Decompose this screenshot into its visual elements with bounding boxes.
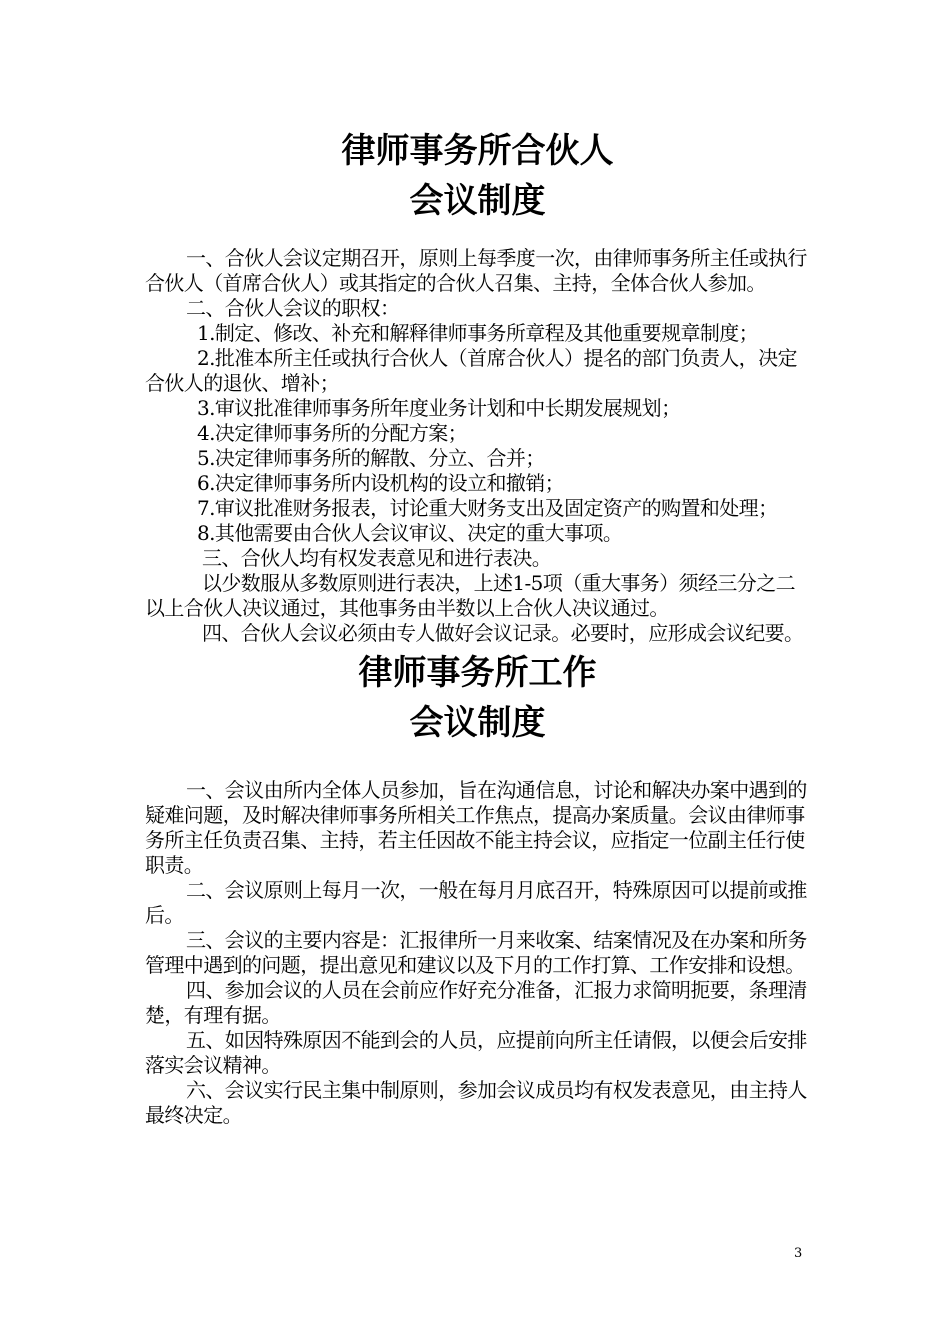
section2-paragraph: 四、参加会议的人员在会前应作好充分准备，汇报力求简明扼要，条理清楚，有理有据。 xyxy=(145,978,807,1027)
section1-paragraph: 以少数服从多数原则进行表决，上述1-5项（重大事务）须经三分之二以上合伙人决议通过，其他事务由半数以上合伙人决议通过。 xyxy=(145,571,796,620)
section2-paragraph: 一、会议由所内全体人员参加，旨在沟通信息，讨论和解决办案中遇到的疑难问题，及时解决律师事务所相关工作焦点，提高办案质量。会议由律师事务所主任负责召集、主持，若主任因故不能主持会议，应指定一位副主任行使职责。 xyxy=(145,778,807,877)
section1-paragraph: 三、合伙人均有权发表意见和进行表决。 xyxy=(202,546,552,570)
section1-paragraph: 一、合伙人会议定期召开，原则上每季度一次，由律师事务所主任或执行合伙人（首席合伙人）或其指定的合伙人召集、主持，全体合伙人参加。 xyxy=(145,246,807,295)
section1-list-item: 3.审议批准律师事务所年度业务计划和中长期发展规划； xyxy=(197,396,681,420)
section2-title-line1: 律师事务所工作 xyxy=(358,653,597,693)
section1-list-item: 1.制定、修改、补充和解释律师事务所章程及其他重要规章制度； xyxy=(197,321,759,345)
section1-list-item: 7.审议批准财务报表，讨论重大财务支出及固定资产的购置和处理； xyxy=(197,496,778,520)
section1-list-item: 6.决定律师事务所内设机构的设立和撤销； xyxy=(197,471,565,495)
section1-paragraph: 四、合伙人会议必须由专人做好会议记录。必要时，应形成会议纪要。 xyxy=(202,621,804,645)
section2-title-line2: 会议制度 xyxy=(409,703,546,743)
section2-paragraph: 二、会议原则上每月一次，一般在每月月底召开，特殊原因可以提前或推后。 xyxy=(145,878,807,927)
section2-paragraph: 六、会议实行民主集中制原则，参加会议成员均有权发表意见，由主持人最终决定。 xyxy=(145,1078,807,1127)
section2-paragraph: 五、如因特殊原因不能到会的人员，应提前向所主任请假，以便会后安排落实会议精神。 xyxy=(145,1028,807,1077)
section1-title-line1: 律师事务所合伙人 xyxy=(341,131,614,171)
section2-paragraph: 三、会议的主要内容是：汇报律所一月来收案、结案情况及在办案和所务管理中遇到的问题，提出意见和建议以及下月的工作打算、工作安排和设想。 xyxy=(145,928,807,977)
section1-list-item: 5.决定律师事务所的解散、分立、合并； xyxy=(197,446,545,470)
section1-list-item: 8.其他需要由合伙人会议审议、决定的重大事项。 xyxy=(197,521,623,545)
section1-list-item: 4.决定律师事务所的分配方案； xyxy=(197,421,468,445)
section1-paragraph: 二、合伙人会议的职权： xyxy=(186,296,400,320)
section1-list-item: 2.批准本所主任或执行合伙人（首席合伙人）提名的部门负责人，决定合伙人的退伙、增补； xyxy=(145,346,797,395)
document-page xyxy=(145,126,810,1128)
section1-title-line2: 会议制度 xyxy=(409,181,546,221)
page-number: 3 xyxy=(794,1246,803,1261)
